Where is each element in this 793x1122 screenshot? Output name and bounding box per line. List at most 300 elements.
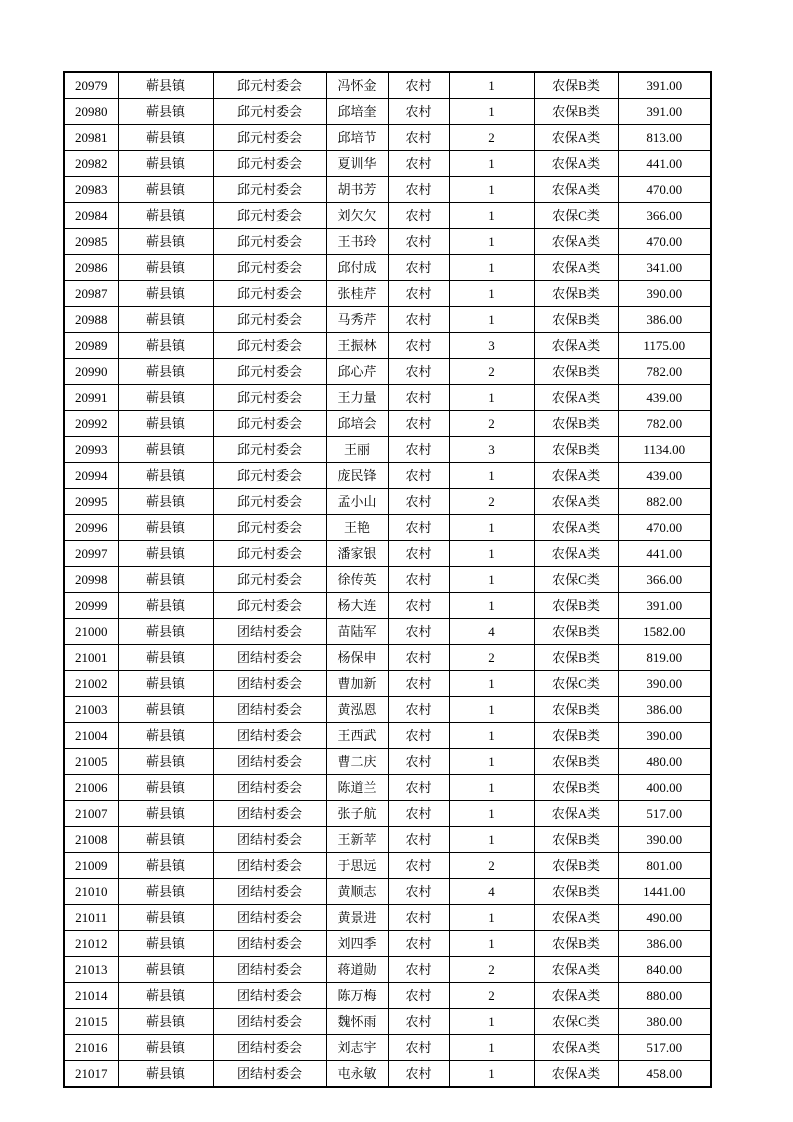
cell-person-name: 陈万梅	[326, 983, 388, 1009]
cell-town: 蕲县镇	[118, 957, 213, 983]
cell-person-name: 于思远	[326, 853, 388, 879]
cell-people-count: 1	[449, 775, 534, 801]
cell-person-name: 王书玲	[326, 229, 388, 255]
cell-town: 蕲县镇	[118, 411, 213, 437]
cell-amount: 1441.00	[618, 879, 711, 905]
cell-village-committee: 邱元村委会	[213, 255, 326, 281]
cell-town: 蕲县镇	[118, 983, 213, 1009]
cell-town: 蕲县镇	[118, 905, 213, 931]
cell-amount: 840.00	[618, 957, 711, 983]
cell-village-committee: 团结村委会	[213, 931, 326, 957]
cell-insurance-category: 农保B类	[534, 593, 618, 619]
cell-serial-number: 20989	[64, 333, 118, 359]
cell-town: 蕲县镇	[118, 1035, 213, 1061]
cell-household-type: 农村	[388, 697, 449, 723]
cell-town: 蕲县镇	[118, 203, 213, 229]
cell-amount: 386.00	[618, 931, 711, 957]
cell-people-count: 1	[449, 151, 534, 177]
cell-person-name: 庞民锋	[326, 463, 388, 489]
cell-insurance-category: 农保A类	[534, 983, 618, 1009]
cell-village-committee: 邱元村委会	[213, 463, 326, 489]
table-row	[64, 281, 711, 307]
cell-person-name: 陈道兰	[326, 775, 388, 801]
table-row	[64, 697, 711, 723]
cell-person-name: 魏怀雨	[326, 1009, 388, 1035]
cell-serial-number: 20993	[64, 437, 118, 463]
cell-household-type: 农村	[388, 723, 449, 749]
table-row	[64, 255, 711, 281]
cell-serial-number: 21001	[64, 645, 118, 671]
cell-village-committee: 邱元村委会	[213, 515, 326, 541]
cell-household-type: 农村	[388, 255, 449, 281]
cell-insurance-category: 农保B类	[534, 645, 618, 671]
table-row	[64, 1061, 711, 1088]
cell-household-type: 农村	[388, 905, 449, 931]
cell-amount: 882.00	[618, 489, 711, 515]
cell-village-committee: 邱元村委会	[213, 567, 326, 593]
cell-serial-number: 20979	[64, 72, 118, 99]
cell-serial-number: 20981	[64, 125, 118, 151]
cell-household-type: 农村	[388, 801, 449, 827]
cell-town: 蕲县镇	[118, 723, 213, 749]
cell-town: 蕲县镇	[118, 775, 213, 801]
cell-insurance-category: 农保A类	[534, 957, 618, 983]
cell-insurance-category: 农保B类	[534, 307, 618, 333]
cell-town: 蕲县镇	[118, 385, 213, 411]
cell-amount: 441.00	[618, 541, 711, 567]
cell-serial-number: 21014	[64, 983, 118, 1009]
cell-village-committee: 邱元村委会	[213, 333, 326, 359]
cell-insurance-category: 农保A类	[534, 229, 618, 255]
cell-village-committee: 邱元村委会	[213, 203, 326, 229]
table-row	[64, 671, 711, 697]
cell-person-name: 王丽	[326, 437, 388, 463]
cell-amount: 470.00	[618, 515, 711, 541]
cell-people-count: 2	[449, 983, 534, 1009]
cell-person-name: 曹二庆	[326, 749, 388, 775]
cell-insurance-category: 农保C类	[534, 1009, 618, 1035]
cell-town: 蕲县镇	[118, 1009, 213, 1035]
cell-people-count: 3	[449, 333, 534, 359]
cell-serial-number: 21007	[64, 801, 118, 827]
cell-village-committee: 团结村委会	[213, 619, 326, 645]
cell-person-name: 杨保申	[326, 645, 388, 671]
cell-insurance-category: 农保A类	[534, 385, 618, 411]
cell-people-count: 4	[449, 619, 534, 645]
table-row	[64, 567, 711, 593]
cell-person-name: 蒋道勋	[326, 957, 388, 983]
cell-village-committee: 团结村委会	[213, 723, 326, 749]
cell-person-name: 邱培奎	[326, 99, 388, 125]
table-row	[64, 307, 711, 333]
cell-person-name: 潘家银	[326, 541, 388, 567]
cell-village-committee: 团结村委会	[213, 1009, 326, 1035]
cell-serial-number: 21008	[64, 827, 118, 853]
cell-insurance-category: 农保B类	[534, 931, 618, 957]
table-row	[64, 489, 711, 515]
cell-amount: 470.00	[618, 177, 711, 203]
table-row	[64, 203, 711, 229]
cell-serial-number: 20984	[64, 203, 118, 229]
cell-person-name: 杨大连	[326, 593, 388, 619]
cell-household-type: 农村	[388, 489, 449, 515]
table-row	[64, 333, 711, 359]
cell-serial-number: 20988	[64, 307, 118, 333]
cell-household-type: 农村	[388, 749, 449, 775]
cell-household-type: 农村	[388, 125, 449, 151]
cell-people-count: 2	[449, 957, 534, 983]
cell-village-committee: 邱元村委会	[213, 489, 326, 515]
cell-village-committee: 团结村委会	[213, 905, 326, 931]
cell-town: 蕲县镇	[118, 99, 213, 125]
table-row	[64, 437, 711, 463]
cell-person-name: 王新苹	[326, 827, 388, 853]
cell-person-name: 邱培节	[326, 125, 388, 151]
cell-amount: 782.00	[618, 359, 711, 385]
cell-serial-number: 20985	[64, 229, 118, 255]
cell-person-name: 曹加新	[326, 671, 388, 697]
cell-serial-number: 21016	[64, 1035, 118, 1061]
table-row	[64, 957, 711, 983]
cell-people-count: 1	[449, 1009, 534, 1035]
cell-town: 蕲县镇	[118, 567, 213, 593]
cell-serial-number: 20991	[64, 385, 118, 411]
cell-amount: 480.00	[618, 749, 711, 775]
cell-people-count: 1	[449, 931, 534, 957]
cell-town: 蕲县镇	[118, 229, 213, 255]
cell-person-name: 邱付成	[326, 255, 388, 281]
cell-amount: 390.00	[618, 671, 711, 697]
cell-serial-number: 20986	[64, 255, 118, 281]
cell-town: 蕲县镇	[118, 931, 213, 957]
table-row	[64, 931, 711, 957]
table-row	[64, 1035, 711, 1061]
cell-insurance-category: 农保A类	[534, 177, 618, 203]
cell-person-name: 黄顺志	[326, 879, 388, 905]
table-row	[64, 385, 711, 411]
cell-town: 蕲县镇	[118, 619, 213, 645]
table-row	[64, 775, 711, 801]
table-row	[64, 801, 711, 827]
cell-amount: 341.00	[618, 255, 711, 281]
cell-household-type: 农村	[388, 645, 449, 671]
cell-village-committee: 邱元村委会	[213, 229, 326, 255]
cell-amount: 517.00	[618, 801, 711, 827]
cell-amount: 366.00	[618, 567, 711, 593]
cell-serial-number: 21012	[64, 931, 118, 957]
cell-amount: 490.00	[618, 905, 711, 931]
cell-person-name: 夏训华	[326, 151, 388, 177]
cell-insurance-category: 农保B类	[534, 99, 618, 125]
cell-amount: 1175.00	[618, 333, 711, 359]
cell-person-name: 张子航	[326, 801, 388, 827]
cell-town: 蕲县镇	[118, 827, 213, 853]
cell-people-count: 1	[449, 463, 534, 489]
cell-village-committee: 团结村委会	[213, 671, 326, 697]
cell-amount: 366.00	[618, 203, 711, 229]
cell-insurance-category: 农保C类	[534, 203, 618, 229]
cell-people-count: 4	[449, 879, 534, 905]
cell-household-type: 农村	[388, 931, 449, 957]
cell-insurance-category: 农保B类	[534, 827, 618, 853]
cell-amount: 391.00	[618, 593, 711, 619]
cell-person-name: 刘欠欠	[326, 203, 388, 229]
cell-person-name: 徐传英	[326, 567, 388, 593]
cell-serial-number: 20997	[64, 541, 118, 567]
cell-serial-number: 21013	[64, 957, 118, 983]
cell-town: 蕲县镇	[118, 541, 213, 567]
table-row	[64, 515, 711, 541]
cell-people-count: 1	[449, 1061, 534, 1088]
cell-household-type: 农村	[388, 853, 449, 879]
table-row	[64, 905, 711, 931]
cell-town: 蕲县镇	[118, 72, 213, 99]
cell-people-count: 2	[449, 411, 534, 437]
cell-insurance-category: 农保B类	[534, 879, 618, 905]
cell-insurance-category: 农保A类	[534, 905, 618, 931]
cell-person-name: 胡书芳	[326, 177, 388, 203]
cell-household-type: 农村	[388, 151, 449, 177]
cell-serial-number: 20987	[64, 281, 118, 307]
cell-amount: 386.00	[618, 697, 711, 723]
cell-insurance-category: 农保B类	[534, 775, 618, 801]
table-row	[64, 593, 711, 619]
table-row	[64, 645, 711, 671]
cell-serial-number: 20992	[64, 411, 118, 437]
cell-insurance-category: 农保B类	[534, 281, 618, 307]
cell-town: 蕲县镇	[118, 177, 213, 203]
cell-village-committee: 团结村委会	[213, 827, 326, 853]
cell-town: 蕲县镇	[118, 645, 213, 671]
table-row	[64, 151, 711, 177]
cell-serial-number: 20996	[64, 515, 118, 541]
cell-household-type: 农村	[388, 515, 449, 541]
cell-insurance-category: 农保B类	[534, 359, 618, 385]
cell-amount: 390.00	[618, 281, 711, 307]
cell-village-committee: 邱元村委会	[213, 151, 326, 177]
cell-serial-number: 21002	[64, 671, 118, 697]
cell-insurance-category: 农保C类	[534, 567, 618, 593]
cell-household-type: 农村	[388, 1061, 449, 1088]
cell-insurance-category: 农保B类	[534, 723, 618, 749]
table-row	[64, 72, 711, 99]
cell-person-name: 王西武	[326, 723, 388, 749]
cell-insurance-category: 农保B类	[534, 697, 618, 723]
cell-serial-number: 20983	[64, 177, 118, 203]
table-row	[64, 177, 711, 203]
table-row	[64, 1009, 711, 1035]
cell-people-count: 2	[449, 489, 534, 515]
cell-town: 蕲县镇	[118, 151, 213, 177]
table-row	[64, 853, 711, 879]
cell-village-committee: 邱元村委会	[213, 359, 326, 385]
cell-household-type: 农村	[388, 411, 449, 437]
cell-serial-number: 21017	[64, 1061, 118, 1088]
cell-amount: 801.00	[618, 853, 711, 879]
cell-insurance-category: 农保A类	[534, 1061, 618, 1088]
cell-village-committee: 团结村委会	[213, 801, 326, 827]
cell-town: 蕲县镇	[118, 359, 213, 385]
cell-people-count: 1	[449, 593, 534, 619]
cell-people-count: 1	[449, 307, 534, 333]
cell-household-type: 农村	[388, 619, 449, 645]
cell-people-count: 1	[449, 827, 534, 853]
cell-household-type: 农村	[388, 99, 449, 125]
cell-insurance-category: 农保A类	[534, 541, 618, 567]
cell-amount: 1134.00	[618, 437, 711, 463]
cell-household-type: 农村	[388, 281, 449, 307]
cell-people-count: 1	[449, 99, 534, 125]
table-row	[64, 541, 711, 567]
cell-people-count: 1	[449, 567, 534, 593]
cell-household-type: 农村	[388, 333, 449, 359]
cell-household-type: 农村	[388, 203, 449, 229]
cell-serial-number: 20998	[64, 567, 118, 593]
cell-person-name: 张桂芹	[326, 281, 388, 307]
cell-amount: 458.00	[618, 1061, 711, 1088]
cell-person-name: 屯永敏	[326, 1061, 388, 1088]
cell-household-type: 农村	[388, 957, 449, 983]
cell-serial-number: 21010	[64, 879, 118, 905]
cell-insurance-category: 农保A类	[534, 255, 618, 281]
cell-amount: 391.00	[618, 72, 711, 99]
cell-serial-number: 20999	[64, 593, 118, 619]
cell-people-count: 1	[449, 723, 534, 749]
cell-village-committee: 团结村委会	[213, 749, 326, 775]
table-row	[64, 463, 711, 489]
cell-household-type: 农村	[388, 385, 449, 411]
cell-amount: 470.00	[618, 229, 711, 255]
cell-household-type: 农村	[388, 1009, 449, 1035]
cell-village-committee: 邱元村委会	[213, 72, 326, 99]
cell-people-count: 1	[449, 905, 534, 931]
cell-serial-number: 21006	[64, 775, 118, 801]
cell-person-name: 王振林	[326, 333, 388, 359]
table-row	[64, 619, 711, 645]
cell-people-count: 1	[449, 255, 534, 281]
cell-village-committee: 邱元村委会	[213, 125, 326, 151]
cell-people-count: 1	[449, 229, 534, 255]
cell-village-committee: 邱元村委会	[213, 541, 326, 567]
cell-village-committee: 团结村委会	[213, 775, 326, 801]
cell-town: 蕲县镇	[118, 125, 213, 151]
cell-person-name: 邱心芹	[326, 359, 388, 385]
cell-amount: 400.00	[618, 775, 711, 801]
cell-person-name: 苗陆军	[326, 619, 388, 645]
cell-serial-number: 21003	[64, 697, 118, 723]
table-row	[64, 827, 711, 853]
cell-serial-number: 21011	[64, 905, 118, 931]
cell-town: 蕲县镇	[118, 255, 213, 281]
cell-insurance-category: 农保A类	[534, 801, 618, 827]
cell-village-committee: 团结村委会	[213, 1035, 326, 1061]
cell-people-count: 1	[449, 541, 534, 567]
cell-insurance-category: 农保B类	[534, 72, 618, 99]
cell-amount: 813.00	[618, 125, 711, 151]
cell-household-type: 农村	[388, 775, 449, 801]
cell-village-committee: 邱元村委会	[213, 411, 326, 437]
cell-serial-number: 21009	[64, 853, 118, 879]
cell-people-count: 1	[449, 671, 534, 697]
cell-household-type: 农村	[388, 541, 449, 567]
cell-serial-number: 20990	[64, 359, 118, 385]
cell-household-type: 农村	[388, 359, 449, 385]
cell-amount: 782.00	[618, 411, 711, 437]
cell-town: 蕲县镇	[118, 307, 213, 333]
cell-insurance-category: 农保A类	[534, 463, 618, 489]
cell-insurance-category: 农保C类	[534, 671, 618, 697]
cell-household-type: 农村	[388, 1035, 449, 1061]
cell-people-count: 1	[449, 697, 534, 723]
cell-village-committee: 邱元村委会	[213, 281, 326, 307]
table-row	[64, 99, 711, 125]
cell-amount: 386.00	[618, 307, 711, 333]
cell-town: 蕲县镇	[118, 879, 213, 905]
cell-town: 蕲县镇	[118, 437, 213, 463]
cell-serial-number: 21000	[64, 619, 118, 645]
cell-town: 蕲县镇	[118, 489, 213, 515]
cell-village-committee: 团结村委会	[213, 697, 326, 723]
cell-serial-number: 21005	[64, 749, 118, 775]
table-row	[64, 983, 711, 1009]
cell-people-count: 3	[449, 437, 534, 463]
cell-household-type: 农村	[388, 879, 449, 905]
cell-insurance-category: 农保A类	[534, 1035, 618, 1061]
cell-insurance-category: 农保A类	[534, 151, 618, 177]
cell-insurance-category: 农保B类	[534, 411, 618, 437]
cell-village-committee: 邱元村委会	[213, 385, 326, 411]
cell-insurance-category: 农保A类	[534, 125, 618, 151]
cell-person-name: 刘志宇	[326, 1035, 388, 1061]
cell-person-name: 王力量	[326, 385, 388, 411]
table-row	[64, 125, 711, 151]
cell-person-name: 刘四季	[326, 931, 388, 957]
cell-amount: 439.00	[618, 385, 711, 411]
cell-household-type: 农村	[388, 229, 449, 255]
cell-village-committee: 邱元村委会	[213, 593, 326, 619]
cell-serial-number: 20982	[64, 151, 118, 177]
cell-household-type: 农村	[388, 463, 449, 489]
cell-town: 蕲县镇	[118, 593, 213, 619]
cell-people-count: 1	[449, 1035, 534, 1061]
cell-person-name: 冯怀金	[326, 72, 388, 99]
cell-people-count: 2	[449, 359, 534, 385]
cell-serial-number: 21004	[64, 723, 118, 749]
cell-town: 蕲县镇	[118, 515, 213, 541]
cell-household-type: 农村	[388, 827, 449, 853]
cell-people-count: 1	[449, 203, 534, 229]
cell-village-committee: 团结村委会	[213, 879, 326, 905]
cell-serial-number: 20980	[64, 99, 118, 125]
cell-village-committee: 邱元村委会	[213, 437, 326, 463]
cell-amount: 880.00	[618, 983, 711, 1009]
cell-amount: 441.00	[618, 151, 711, 177]
cell-insurance-category: 农保B类	[534, 749, 618, 775]
cell-insurance-category: 农保B类	[534, 619, 618, 645]
cell-insurance-category: 农保A类	[534, 515, 618, 541]
cell-serial-number: 20994	[64, 463, 118, 489]
cell-household-type: 农村	[388, 567, 449, 593]
cell-village-committee: 团结村委会	[213, 957, 326, 983]
cell-town: 蕲县镇	[118, 671, 213, 697]
cell-insurance-category: 农保A类	[534, 489, 618, 515]
cell-household-type: 农村	[388, 671, 449, 697]
cell-people-count: 1	[449, 72, 534, 99]
cell-town: 蕲县镇	[118, 853, 213, 879]
cell-town: 蕲县镇	[118, 1061, 213, 1088]
cell-people-count: 1	[449, 177, 534, 203]
cell-household-type: 农村	[388, 983, 449, 1009]
